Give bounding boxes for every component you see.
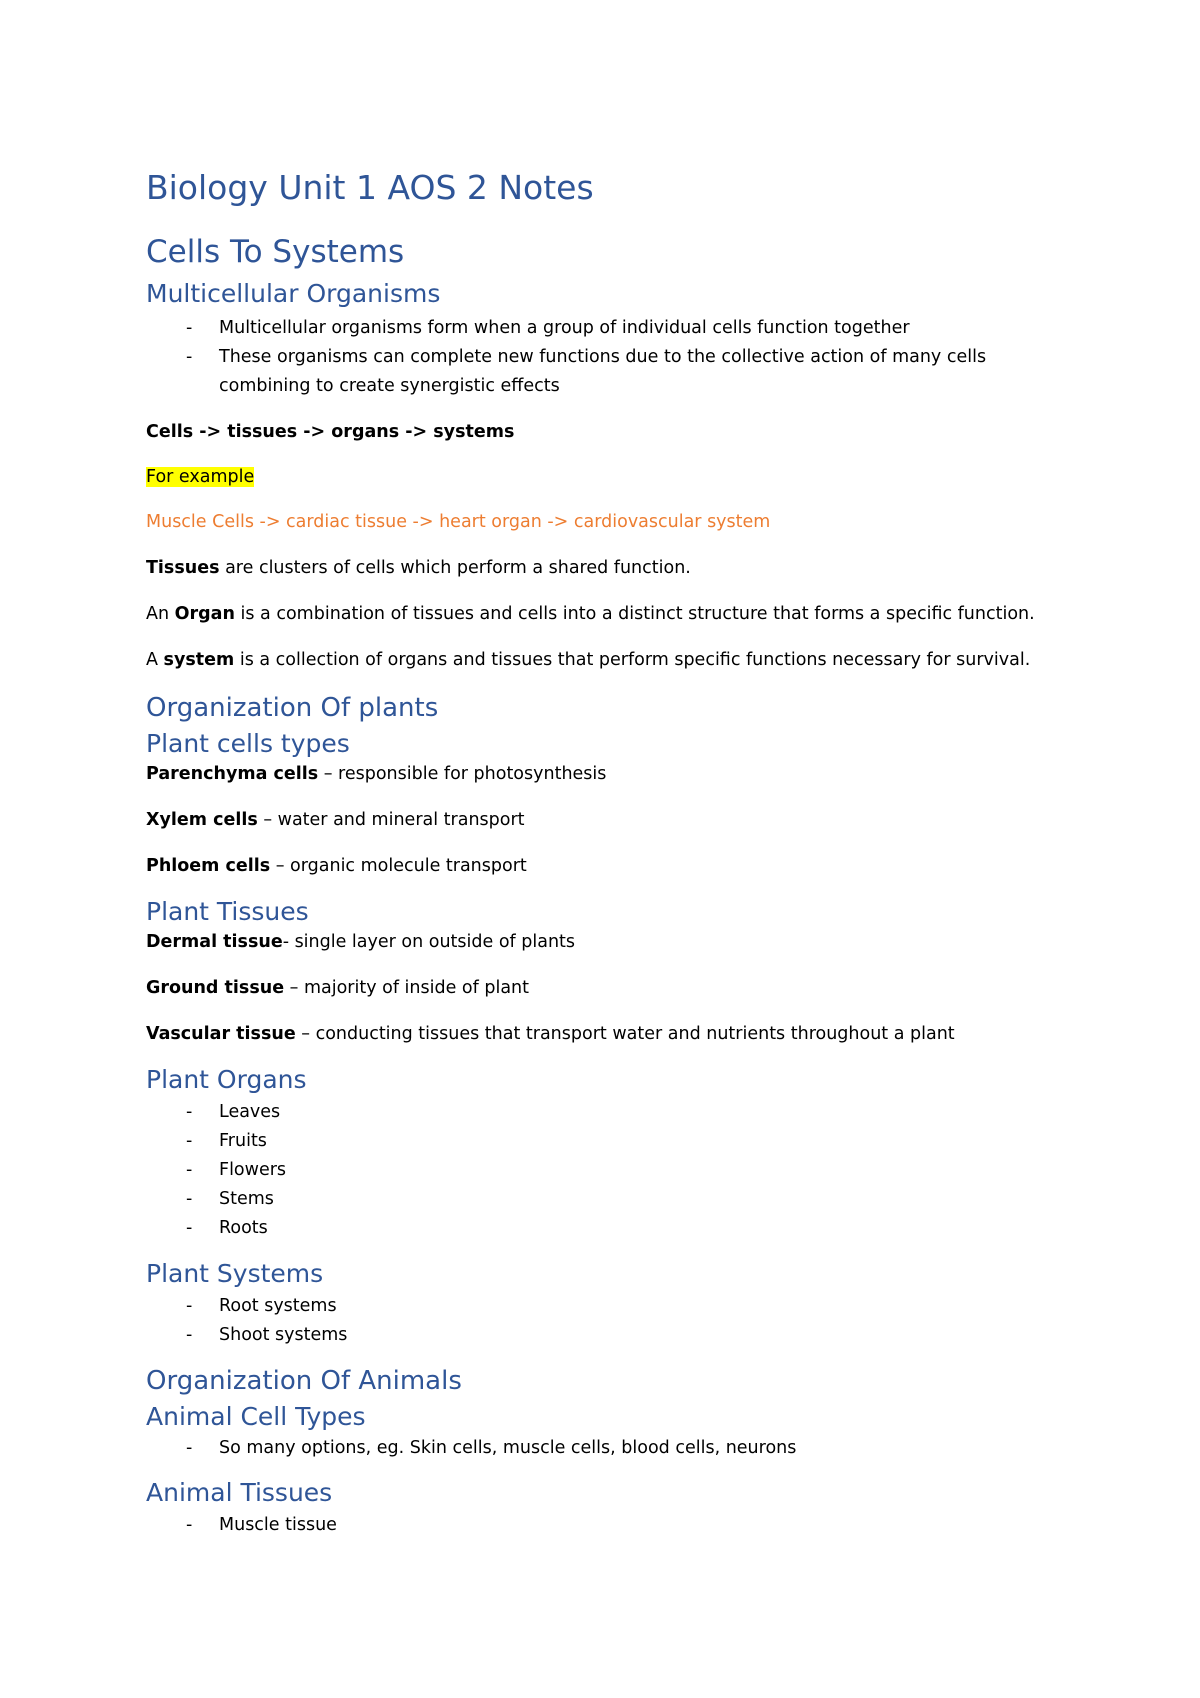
bullet-text: Muscle tissue (219, 1515, 337, 1535)
plant-tissue-item (146, 1024, 955, 1044)
heading-plant-organs: Plant Organs (146, 1065, 307, 1094)
heading-organization-of-plants: Organization Of plants (146, 693, 439, 723)
definition-text: – organic molecule transport (270, 856, 527, 876)
plant-tissue-item (146, 978, 529, 998)
definition-system (146, 650, 1030, 670)
definition-text: is a collection of organs and tissues that perform specific functions necessary for survival. (234, 650, 1031, 670)
list-item (146, 343, 986, 401)
term: Organ (174, 604, 235, 624)
bullet-text: Stems (219, 1189, 274, 1209)
plant-organs-list (146, 1098, 286, 1243)
list-item (146, 1434, 796, 1463)
bullet-dash: - (186, 1160, 193, 1180)
heading-animal-tissues: Animal Tissues (146, 1478, 333, 1507)
term: Phloem cells (146, 856, 271, 876)
term: Xylem cells (146, 810, 258, 830)
heading-animal-cell-types: Animal Cell Types (146, 1402, 366, 1431)
list-item (146, 1511, 337, 1540)
hierarchy-line: Cells -> tissues -> organs -> systems (146, 422, 515, 442)
bullet-dash: - (186, 1515, 193, 1535)
bullet-text: Multicellular organisms form when a group of individual cells function together (219, 318, 910, 338)
term: Ground tissue (146, 978, 285, 998)
definition-text: - single layer on outside of plants (282, 932, 576, 952)
term: Dermal tissue (146, 932, 283, 952)
bullet-text: Fruits (219, 1131, 267, 1151)
bullet-dash: - (186, 1296, 193, 1316)
bullet-text: These organisms can complete new functions due to the collective action of many cells (219, 347, 987, 367)
term: system (163, 650, 235, 670)
definition-prefix: An (146, 604, 175, 624)
example-line: Muscle Cells -> cardiac tissue -> heart organ -> cardiovascular system (146, 512, 771, 532)
bullet-dash: - (186, 1131, 193, 1151)
list-item (146, 1214, 286, 1243)
bullet-dash: - (186, 347, 193, 367)
bullet-text-continuation: combining to create synergistic effects (219, 376, 560, 396)
heading-cells-to-systems: Cells To Systems (146, 234, 405, 270)
bullet-text: Root systems (219, 1296, 337, 1316)
definition-text: is a combination of tissues and cells into a distinct structure that forms a specific function. (234, 604, 1035, 624)
heading-organization-of-animals: Organization Of Animals (146, 1366, 462, 1396)
bullet-text: Leaves (219, 1102, 281, 1122)
term: Tissues (146, 558, 220, 578)
heading-plant-tissues: Plant Tissues (146, 897, 309, 926)
list-item (146, 1127, 286, 1156)
heading-multicellular-organisms: Multicellular Organisms (146, 279, 441, 308)
bullet-dash: - (186, 1189, 193, 1209)
plant-systems-list (146, 1292, 347, 1350)
plant-cell-type-item (146, 856, 527, 876)
plant-tissue-item (146, 932, 575, 952)
list-item (146, 1098, 286, 1127)
plant-cell-type-item (146, 764, 606, 784)
plant-cell-type-item (146, 810, 525, 830)
definition-text: – responsible for photosynthesis (318, 764, 607, 784)
multicellular-bullet-list (146, 314, 986, 401)
bullet-dash: - (186, 1218, 193, 1238)
list-item (146, 1185, 286, 1214)
heading-plant-systems: Plant Systems (146, 1259, 324, 1288)
bullet-text: So many options, eg. Skin cells, muscle cells, blood cells, neurons (219, 1438, 797, 1458)
definition-text: – conducting tissues that transport water and nutrients throughout a plant (295, 1024, 955, 1044)
term: Parenchyma cells (146, 764, 319, 784)
definition-prefix: A (146, 650, 164, 670)
bullet-dash: - (186, 1325, 193, 1345)
bullet-dash: - (186, 1438, 193, 1458)
bullet-dash: - (186, 318, 193, 338)
animal-tissues-list (146, 1511, 337, 1540)
definition-tissues (146, 558, 691, 578)
bullet-text: Roots (219, 1218, 268, 1238)
term: Vascular tissue (146, 1024, 296, 1044)
bullet-text: Flowers (219, 1160, 287, 1180)
heading-plant-cell-types: Plant cells types (146, 729, 350, 758)
document-title: Biology Unit 1 AOS 2 Notes (146, 168, 594, 207)
bullet-dash: - (186, 1102, 193, 1122)
list-item (146, 1156, 286, 1185)
list-item (146, 1321, 347, 1350)
example-label (146, 467, 254, 487)
definition-organ (146, 604, 1035, 624)
list-item (146, 314, 986, 343)
definition-text: – majority of inside of plant (284, 978, 530, 998)
definition-text: – water and mineral transport (257, 810, 525, 830)
animal-cell-types-list (146, 1434, 796, 1463)
list-item (146, 1292, 347, 1321)
definition-text: are clusters of cells which perform a shared function. (219, 558, 691, 578)
highlighted-text: For example (146, 467, 255, 487)
bullet-text: Shoot systems (219, 1325, 348, 1345)
